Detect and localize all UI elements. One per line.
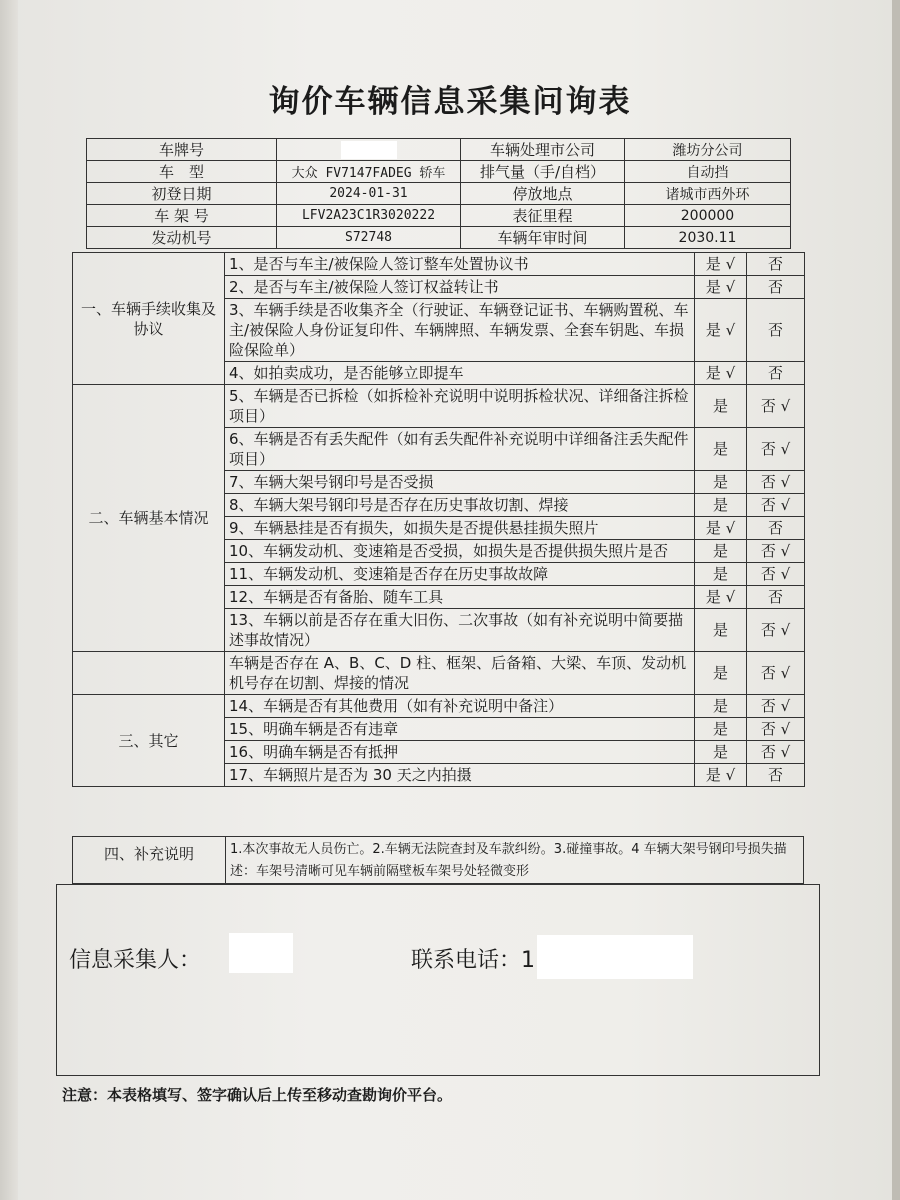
redacted-plate — [341, 141, 397, 159]
engine-value: S72748 — [277, 227, 461, 249]
question-text: 6、车辆是否有丢失配件（如有丢失配件补充说明中详细备注丢失配件项目） — [225, 428, 695, 471]
question-text: 17、车辆照片是否为 30 天之内拍摄 — [225, 764, 695, 787]
form-title: 询价车辆信息采集问询表 — [268, 84, 632, 120]
plate-label: 车牌号 — [87, 139, 277, 161]
answer-no: 否 √ — [747, 652, 805, 695]
model-label: 车 型 — [87, 161, 277, 183]
info-row — [87, 205, 791, 227]
question-row — [73, 253, 805, 276]
signature-box — [56, 884, 820, 1076]
answer-no: 否 √ — [747, 741, 805, 764]
answer-no: 否 — [747, 299, 805, 362]
redacted-collector — [229, 933, 293, 973]
company-value: 潍坊分公司 — [625, 139, 791, 161]
answer-no: 否 √ — [747, 540, 805, 563]
inspection-label: 车辆年审时间 — [461, 227, 625, 249]
answer-yes: 是 √ — [695, 253, 747, 276]
section-title — [73, 652, 225, 695]
parking-value: 诸城市西外环 — [625, 183, 791, 205]
sheet-edge — [0, 0, 18, 1200]
question-text: 车辆是否存在 A、B、C、D 柱、框架、后备箱、大梁、车顶、发动机机号存在切割、焊接的情况 — [225, 652, 695, 695]
answer-no: 否 √ — [747, 471, 805, 494]
answer-no: 否 √ — [747, 609, 805, 652]
company-label: 车辆处理市公司 — [461, 139, 625, 161]
section-title: 一、车辆手续收集及协议 — [73, 253, 225, 385]
answer-no: 否 — [747, 764, 805, 787]
answer-yes: 是 — [695, 563, 747, 586]
question-text: 15、明确车辆是否有违章 — [225, 718, 695, 741]
answer-yes: 是 — [695, 741, 747, 764]
mileage-value: 200000 — [625, 205, 791, 227]
question-text: 7、车辆大架号钢印号是否受损 — [225, 471, 695, 494]
answer-yes: 是 — [695, 471, 747, 494]
question-text: 11、车辆发动机、变速箱是否存在历史事故故障 — [225, 563, 695, 586]
question-text: 5、车辆是否已拆检（如拆检补充说明中说明拆检状况、详细备注拆检项目） — [225, 385, 695, 428]
parking-label: 停放地点 — [461, 183, 625, 205]
inspection-value: 2030.11 — [625, 227, 791, 249]
answer-yes: 是 — [695, 540, 747, 563]
answer-yes: 是 — [695, 385, 747, 428]
question-row — [73, 652, 805, 695]
question-row — [73, 385, 805, 428]
question-text: 4、如拍卖成功，是否能够立即提车 — [225, 362, 695, 385]
answer-no: 否 — [747, 517, 805, 540]
answer-yes: 是 — [695, 494, 747, 517]
answer-yes: 是 — [695, 718, 747, 741]
answer-yes: 是 √ — [695, 764, 747, 787]
model-value: 大众 FV7147FADEG 轿车 — [277, 161, 461, 183]
reg-date-value: 2024-01-31 — [277, 183, 461, 205]
phone-label: 联系电话：1 — [411, 948, 535, 973]
gearbox-value: 自动挡 — [625, 161, 791, 183]
questionnaire-table — [72, 252, 805, 787]
answer-no: 否 √ — [747, 695, 805, 718]
questionnaire-body — [73, 253, 805, 787]
footer-note: 注意：本表格填写、签字确认后上传至移动查勘询价平台。 — [62, 1086, 453, 1104]
question-text: 3、车辆手续是否收集齐全（行驶证、车辆登记证书、车辆购置税、车主/被保险人身份证复印件、车辆牌照、车辆发票、全套车钥匙、车损险保险单） — [225, 299, 695, 362]
vehicle-info-table — [86, 138, 791, 249]
info-row — [87, 139, 791, 161]
section-title: 三、其它 — [73, 695, 225, 787]
answer-no: 否 √ — [747, 718, 805, 741]
question-text: 10、车辆发动机、变速箱是否受损，如损失是否提供损失照片是否 — [225, 540, 695, 563]
redacted-phone — [537, 935, 693, 979]
answer-no: 否 — [747, 586, 805, 609]
supplement-label: 四、补充说明 — [73, 837, 226, 883]
plate-value — [277, 139, 461, 161]
info-row — [87, 161, 791, 183]
collector-label: 信息采集人： — [69, 948, 202, 973]
answer-yes: 是 — [695, 428, 747, 471]
mileage-label: 表征里程 — [461, 205, 625, 227]
question-text: 16、明确车辆是否有抵押 — [225, 741, 695, 764]
answer-yes: 是 √ — [695, 299, 747, 362]
info-row — [87, 183, 791, 205]
supplement-text: 1.本次事故无人员伤亡。2.车辆无法院查封及车款纠纷。3.碰撞事故。4 车辆大架号钢印号损失描述：车架号清晰可见车辆前隔壁板车架号处轻微变形 — [230, 842, 787, 879]
question-text: 14、车辆是否有其他费用（如有补充说明中备注） — [225, 695, 695, 718]
answer-yes: 是 √ — [695, 276, 747, 299]
answer-yes: 是 — [695, 695, 747, 718]
answer-no: 否 √ — [747, 385, 805, 428]
answer-yes: 是 √ — [695, 586, 747, 609]
vin-label: 车 架 号 — [87, 205, 277, 227]
answer-no: 否 √ — [747, 428, 805, 471]
answer-no: 否 √ — [747, 494, 805, 517]
answer-no: 否 — [747, 362, 805, 385]
question-text: 12、车辆是否有备胎、随车工具 — [225, 586, 695, 609]
gearbox-label: 排气量（手/自档） — [461, 161, 625, 183]
info-row — [87, 227, 791, 249]
reg-date-label: 初登日期 — [87, 183, 277, 205]
answer-yes: 是 √ — [695, 362, 747, 385]
engine-label: 发动机号 — [87, 227, 277, 249]
question-text: 9、车辆悬挂是否有损失，如损失是否提供悬挂损失照片 — [225, 517, 695, 540]
question-text: 1、是否与车主/被保险人签订整车处置协议书 — [225, 253, 695, 276]
vin-value: LFV2A23C1R3020222 — [277, 205, 461, 227]
question-text: 2、是否与车主/被保险人签订权益转让书 — [225, 276, 695, 299]
section-title: 二、车辆基本情况 — [73, 385, 225, 652]
question-text: 8、车辆大架号钢印号是否存在历史事故切割、焊接 — [225, 494, 695, 517]
answer-no: 否 — [747, 253, 805, 276]
question-row — [73, 695, 805, 718]
answer-no: 否 — [747, 276, 805, 299]
question-text: 13、车辆以前是否存在重大旧伤、二次事故（如有补充说明中简要描述事故情况） — [225, 609, 695, 652]
answer-yes: 是 — [695, 609, 747, 652]
answer-yes: 是 — [695, 652, 747, 695]
answer-yes: 是 √ — [695, 517, 747, 540]
supplement-box — [72, 836, 804, 884]
answer-no: 否 √ — [747, 563, 805, 586]
